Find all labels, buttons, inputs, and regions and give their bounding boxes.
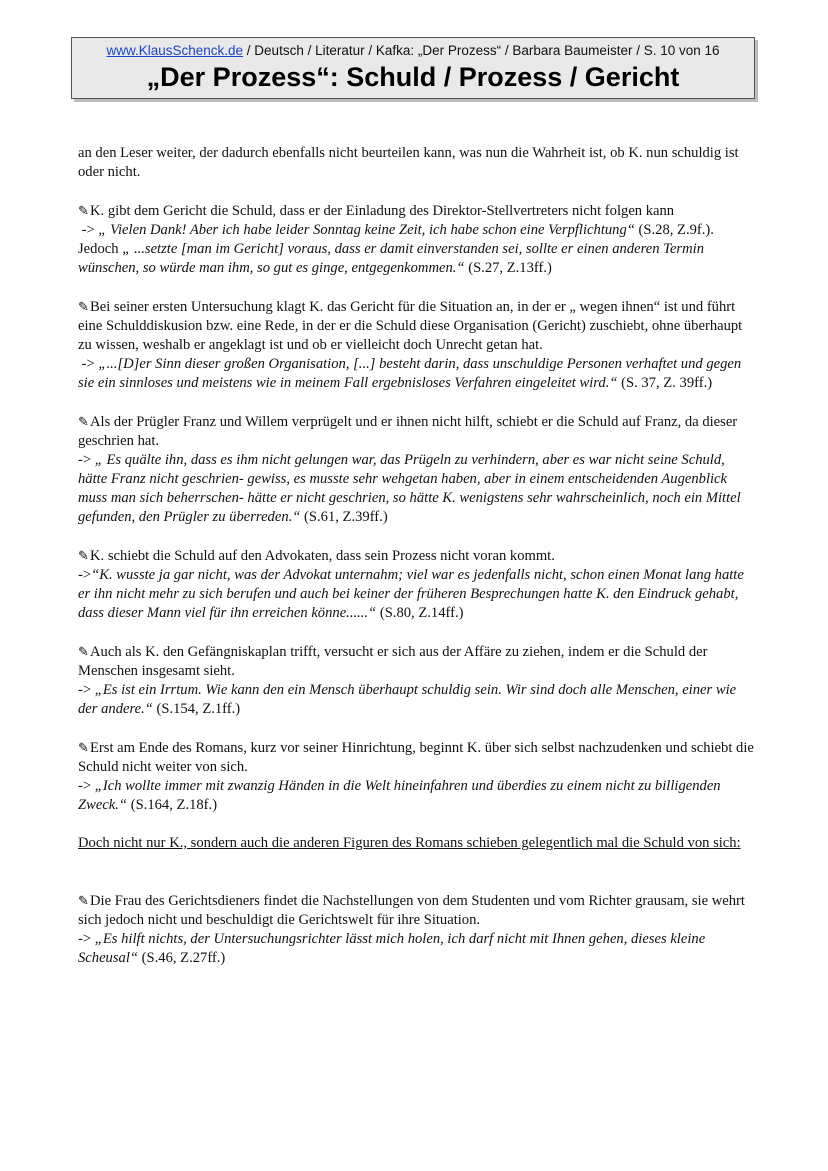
pointing-hand-icon: ✎ [78,740,89,755]
list-item [78,201,754,278]
list-item [78,738,754,815]
item-text: K. gibt dem Gericht die Schuld, dass er der Einladung des Direktor-Stellvertreters nicht folgen kann [90,203,675,219]
intro-paragraph: an den Leser weiter, der dadurch ebenfalls nicht beurteilen kann, was nun die Wahrheit ist, ob K. nun schuldig ist oder nicht. [78,145,739,180]
arrow-icon: -> [78,567,92,583]
arrow-icon: -> [81,222,95,238]
reference: (S.61, Z.39ff.) [300,509,388,525]
item-text: Auch als K. den Gefängniskaplan trifft, versucht er sich aus der Affäre zu ziehen, indem er die Schuld der Menschen insgesamt sieht. [78,644,708,679]
quote: „...[D]er Sinn dieser großen Organisation, [...] besteht darin, dass unschuldige Personen verhaftet und gegen sie ein sinnloses und meistens wie in meinem Fall ergebnisloses Verfahren eingeleitet wird.“ [78,356,742,391]
quote: „ Es quälte ihn, dass es ihm nicht gelungen war, das Prügeln zu verhindern, aber es war nicht seine Schuld, hätte Franz nicht geschrien- gewiss, es musste sehr wehgetan haben, aber in einem entscheidenden Augenblick muss man sich beherrschen- hätte er nicht geschrien, so hätte K. wenigstens sehr wahrscheinlich, noch ein Mittel gefunden, den Prügler zu überreden.“ [78,452,741,525]
item-text: Die Frau des Gerichtsdieners findet die Nachstellungen von dem Studenten und vom Richter grausam, sie wehrt sich jedoch nicht und beschuldigt die Gerichtswelt für ihre Situation. [78,893,745,928]
section-subheading: Doch nicht nur K., sondern auch die anderen Figuren des Romans schieben gelegentlich mal die Schuld von sich: [78,835,741,851]
page-header [71,37,755,99]
quote: „Ich wollte immer mit zwanzig Händen in die Welt hineinfahren und überdies zu einem nicht zu billigenden Zweck.“ [78,778,721,813]
pointing-hand-icon: ✎ [78,893,89,908]
reference: (S.27, Z.13ff.) [464,260,552,276]
list-item [78,412,754,527]
reference: (S.80, Z.14ff.) [376,605,464,621]
breadcrumb-path: / Deutsch / Literatur / Kafka: „Der Prozess“ / Barbara Baumeister / S. 10 von 16 [243,43,720,58]
reference: (S.154, Z.1ff.) [152,701,241,717]
pointing-hand-icon: ✎ [78,414,89,429]
page-title: „Der Prozess“: Schuld / Prozess / Gericht [146,62,680,92]
arrow-icon: -> [81,356,95,372]
list-item [78,297,754,393]
list-item [78,642,754,719]
quote: „ Vielen Dank! Aber ich habe leider Sonntag keine Zeit, ich habe schon eine Verpflichtung“ [98,222,635,238]
list-item [78,546,754,623]
document-body [78,144,754,968]
arrow-icon: -> [78,452,92,468]
quote: „Es hilft nichts, der Untersuchungsrichter lässt mich holen, ich darf nicht mit Ihnen gehen, dieses kleine Scheusal“ [78,931,706,966]
breadcrumb [72,43,754,59]
site-link[interactable]: www.KlausSchenck.de [106,43,244,58]
reference: (S. 37, Z. 39ff.) [617,375,713,391]
item-text: Als der Prügler Franz und Willem verprügelt und er ihnen nicht hilft, schiebt er die Schuld auf Franz, da dieser geschrien hat. [78,414,738,449]
reference: (S.164, Z.18f.) [127,797,218,813]
quote: „ ...setzte [man im Gericht] voraus, dass er damit einverstanden sei, sollte er einen anderen Termin wünschen, so würde man ihm, so gut es ginge, entgegenkommen.“ [78,241,704,276]
quote: “K. wusste ja gar nicht, was der Advokat unternahm; viel war es jedenfalls nicht, schon einen Monat lang hatte er ihn nicht mehr zu sich berufen und auch bei keiner der früheren Besprechungen hatte K. den Eindruck gehabt, dass dieser Mann viel für ihn erreichen könne......“ [78,567,744,621]
arrow-icon: -> [78,682,92,698]
item-text: Bei seiner ersten Untersuchung klagt K. das Gericht für die Situation an, in der er „ wegen ihnen“ ist und führt eine Schulddiskusion bzw. eine Rede, in der er die Schuld diese Organisation (Gericht) zuschiebt, ohne überhaupt zu wissen, weshalb er angeklagt ist und ob er vielleicht doch Unrecht getan hat. [78,299,743,353]
pointing-hand-icon: ✎ [78,548,89,563]
pointing-hand-icon: ✎ [78,203,89,218]
list-item [78,891,754,968]
arrow-icon: -> [78,778,92,794]
item-text: K. schiebt die Schuld auf den Advokaten, dass sein Prozess nicht voran kommt. [90,548,555,564]
quote: „Es ist ein Irrtum. Wie kann den ein Mensch überhaupt schuldig sein. Wir sind doch alle Menschen, einer wie der andere.“ [78,682,737,717]
reference: (S.46, Z.27ff.) [138,950,226,966]
reference: (S.28, Z.9f.). Jedoch [78,222,714,257]
item-text: Erst am Ende des Romans, kurz vor seiner Hinrichtung, beginnt K. über sich selbst nachzudenken und schiebt die Schuld nicht weiter von sich. [78,740,754,775]
pointing-hand-icon: ✎ [78,644,89,659]
pointing-hand-icon: ✎ [78,299,89,314]
arrow-icon: -> [78,931,92,947]
